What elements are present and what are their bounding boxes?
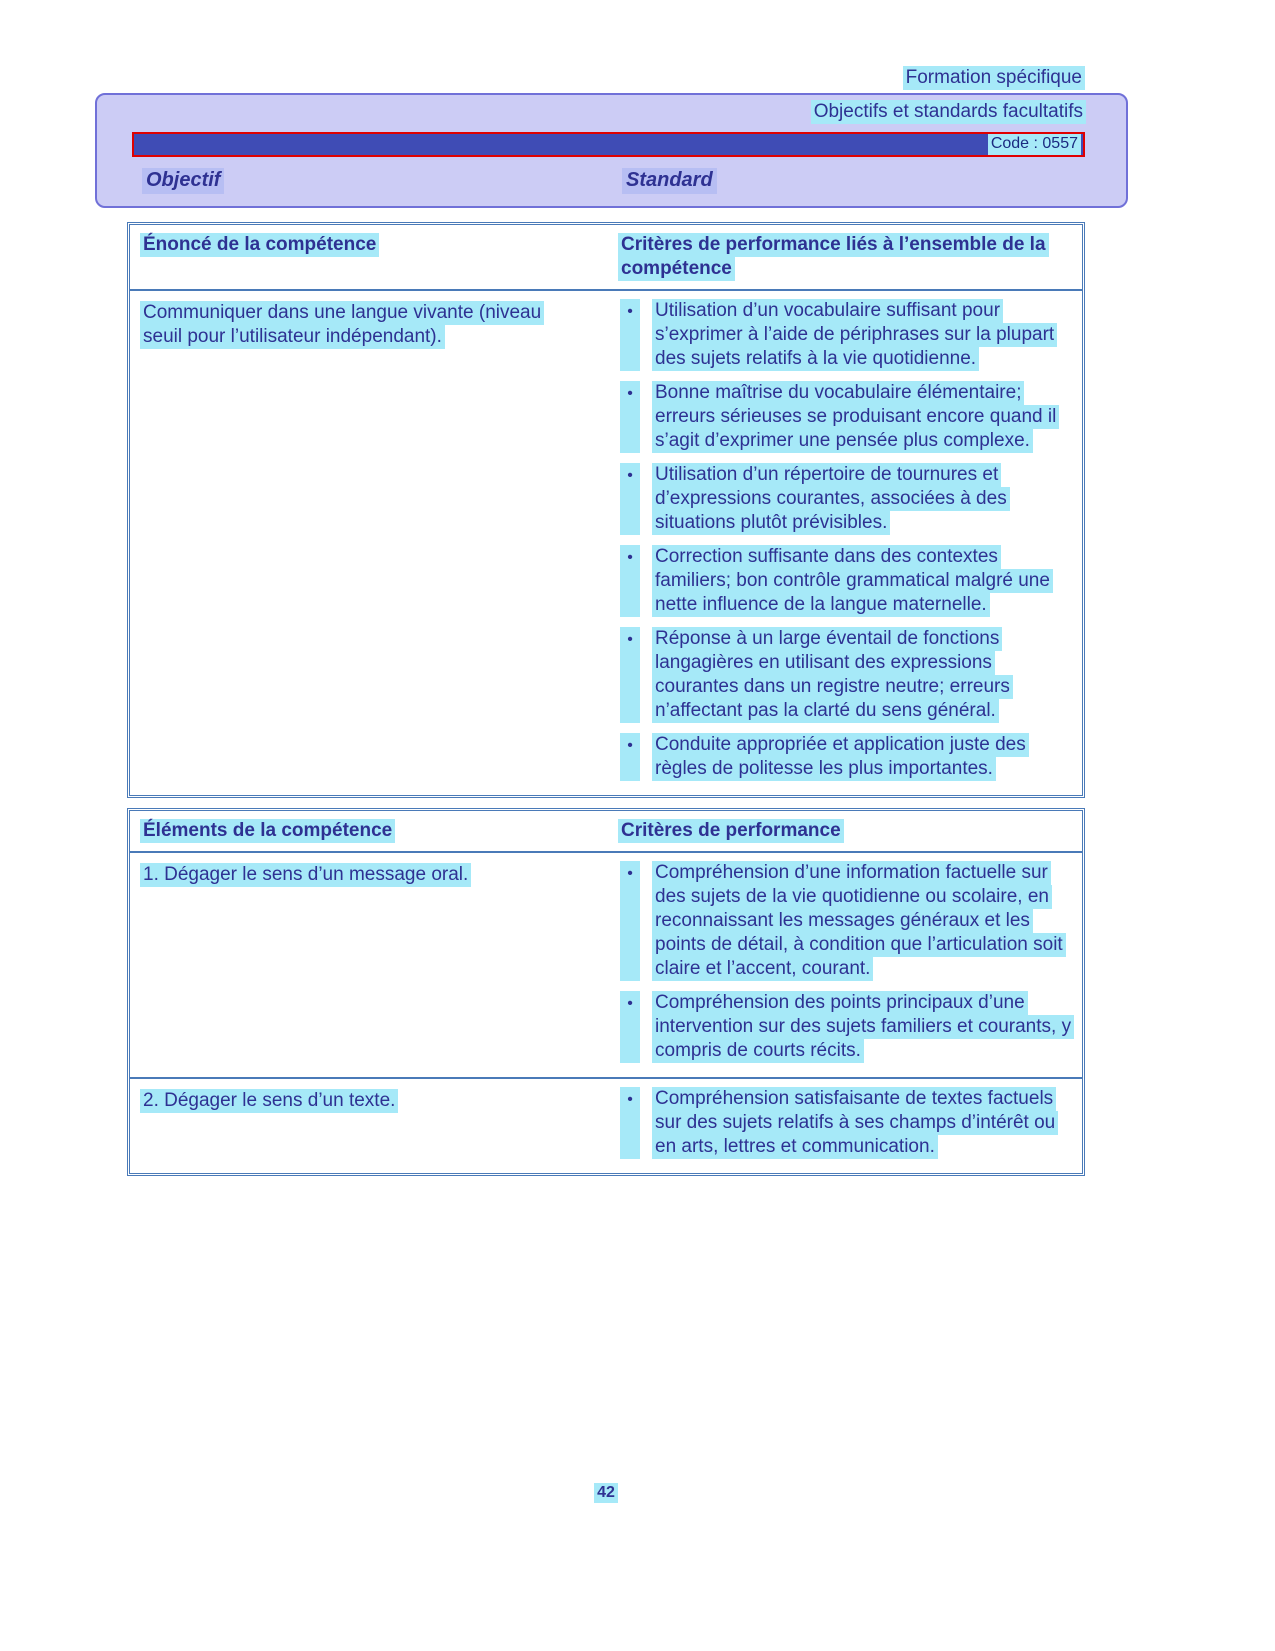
page-number-text: 42 (594, 1483, 618, 1503)
standard-label: Standard (622, 168, 717, 194)
bullet-icon: • (620, 991, 640, 1063)
criteres-header-label: Critères de performance liés à l’ensemble de la compétence (618, 233, 1049, 281)
list-item (620, 381, 1074, 453)
bullet-icon: • (620, 381, 640, 453)
bullet-icon: • (620, 627, 640, 723)
criteres2-header-label: Critères de performance (618, 819, 844, 843)
page-number (127, 1484, 1085, 1502)
header-cell-elements (130, 817, 608, 845)
competence-text: Communiquer dans une langue vivante (niveau seuil pour l’utilisateur indépendant). (140, 301, 544, 349)
criterion-text: Conduite appropriée et application juste des règles de politesse les plus importantes. (652, 733, 1029, 781)
criterion-text: Utilisation d’un vocabulaire suffisant pour s’exprimer à l’aide de périphrases sur la plupart des sujets relatifs à la vie quotidienne. (652, 299, 1057, 371)
competence-row (130, 291, 1082, 795)
list-item (620, 545, 1074, 617)
enonce-header-label: Énoncé de la compétence (140, 233, 379, 257)
element-text: 1. Dégager le sens d’un message oral. (140, 863, 471, 887)
table-row (130, 1077, 1082, 1173)
bullet-icon: • (620, 861, 640, 981)
criterion-text: Compréhension satisfaisante de textes factuels sur des sujets relatifs à ses champs d’intérêt ou en arts, lettres et communication. (652, 1087, 1058, 1159)
subtitle-label: Objectifs et standards facultatifs (811, 100, 1086, 124)
elements-table (127, 808, 1085, 1176)
bullet-icon: • (620, 299, 640, 371)
list-item (620, 1087, 1074, 1159)
title-box (95, 93, 1128, 208)
header-cell-criteres (608, 231, 1082, 283)
list-item (620, 733, 1074, 781)
subtitle-row (97, 100, 1126, 124)
list-item (620, 299, 1074, 371)
list-item (620, 861, 1074, 981)
criterion-text: Correction suffisante dans des contextes familiers; bon contrôle grammatical malgré une nette influence de la langue maternelle. (652, 545, 1053, 617)
list-item (620, 991, 1074, 1063)
criterion-text: Bonne maîtrise du vocabulaire élémentaire; erreurs sérieuses se produisant encore quand il s’agit d’exprimer une pensée plus complexe. (652, 381, 1059, 453)
bullet-icon: • (620, 733, 640, 781)
formation-specifique-label: Formation spécifique (903, 66, 1085, 90)
criterion-text: Réponse à un large éventail de fonctions langagières en utilisant des expressions courantes dans un registre neutre; erreurs n’affectant pas la clarté du sens général. (652, 627, 1013, 723)
elements-header-label: Éléments de la compétence (140, 819, 395, 843)
objectif-label: Objectif (142, 168, 224, 194)
competence-cell (130, 299, 608, 791)
objectif-standard-row (97, 166, 1126, 196)
criterion-text: Utilisation d’un répertoire de tournures et d’expressions courantes, associées à des situations plutôt prévisibles. (652, 463, 1010, 535)
header-cell-enonce (130, 231, 608, 283)
bullet-icon: • (620, 545, 640, 617)
elements-table-header (130, 811, 1082, 853)
criterion-text: Compréhension d’une information factuelle sur des sujets de la vie quotidienne ou scolaire, en reconnaissant les messages généraux et les points de détail, à condition que l’articulation soit claire et l’accent, courant. (652, 861, 1066, 981)
criteria-list (608, 1087, 1082, 1169)
list-item (620, 627, 1074, 723)
competence-table (127, 222, 1085, 798)
code-label: Code : 0557 (988, 134, 1081, 155)
table-row (130, 853, 1082, 1077)
criteria-list (608, 299, 1082, 791)
competence-table-header (130, 225, 1082, 291)
code-bar (132, 132, 1085, 157)
element-cell (130, 1087, 608, 1169)
bullet-icon: • (620, 463, 640, 535)
element-cell (130, 861, 608, 1073)
criterion-text: Compréhension des points principaux d’une intervention sur des sujets familiers et courants, y compris de courts récits. (652, 991, 1074, 1063)
element-text: 2. Dégager le sens d’un texte. (140, 1089, 398, 1113)
header-eyebrow-row (0, 0, 1275, 90)
list-item (620, 463, 1074, 535)
header-cell-criteres2 (608, 817, 1082, 845)
bullet-icon: • (620, 1087, 640, 1159)
criteria-list (608, 861, 1082, 1073)
